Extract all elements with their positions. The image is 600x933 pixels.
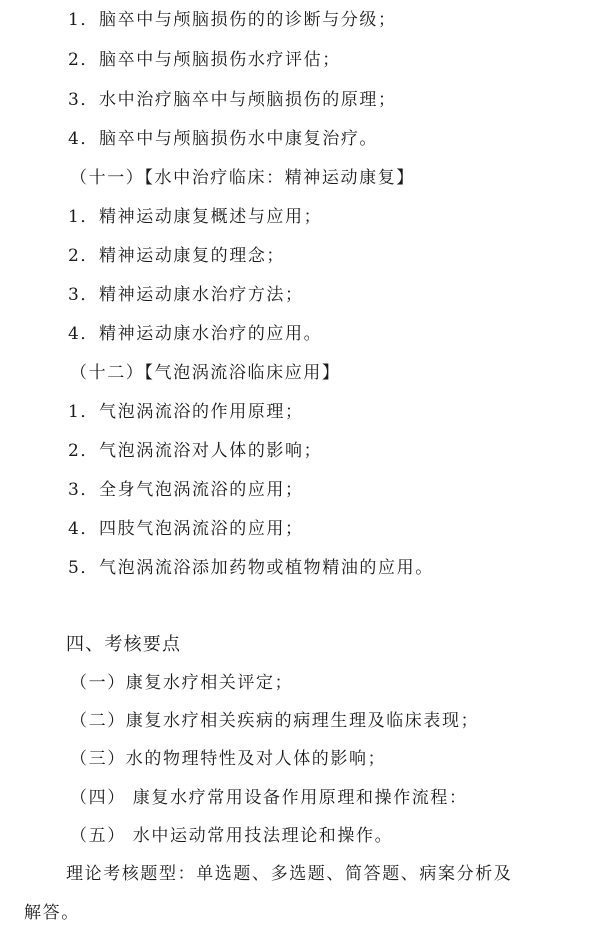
section-heading: （十一）【水中治疗临床：精神运动康复】 — [70, 168, 415, 188]
paragraph-text: 解答。 — [24, 903, 80, 923]
list-item: （三）水的物理特性及对人体的影响； — [70, 749, 387, 769]
section-heading: （十二）【气泡涡流浴临床应用】 — [70, 363, 341, 383]
list-item: 2．气泡涡流浴对人体的影响； — [68, 441, 323, 461]
list-item: 4．四肢气泡涡流浴的应用； — [68, 519, 304, 539]
chapter-heading: 四、考核要点 — [66, 634, 182, 655]
list-item: 5．气泡涡流浴添加药物或植物精油的应用。 — [68, 558, 434, 578]
list-item: 3．水中治疗脑卒中与颅脑损伤的原理； — [68, 90, 397, 110]
list-item: 3．精神运动康水治疗方法； — [68, 285, 304, 305]
list-item: 2．脑卒中与颅脑损伤水疗评估； — [68, 50, 341, 70]
list-item: 3．全身气泡涡流浴的应用； — [68, 480, 304, 500]
list-item: 4．精神运动康水治疗的应用。 — [68, 324, 323, 344]
list-item: （五） 水中运动常用技法理论和操作。 — [70, 826, 394, 846]
list-item: 1．脑卒中与颅脑损伤的的诊断与分级； — [68, 10, 397, 30]
paragraph-text: 理论考核题型：单选题、多选题、简答题、病案分析及 — [66, 864, 513, 884]
list-item: 1．精神运动康复概述与应用； — [68, 207, 323, 227]
list-item: 2．精神运动康复的理念； — [68, 246, 286, 266]
list-item: （二）康复水疗相关疾病的病理生理及临床表现； — [70, 711, 480, 731]
list-item: （一）康复水疗相关评定； — [70, 673, 294, 693]
list-item: 1．气泡涡流浴的作用原理； — [68, 402, 304, 422]
list-item: 4．脑卒中与颅脑损伤水中康复治疗。 — [68, 129, 379, 149]
list-item: （四） 康复水疗常用设备作用原理和操作流程： — [70, 788, 468, 808]
